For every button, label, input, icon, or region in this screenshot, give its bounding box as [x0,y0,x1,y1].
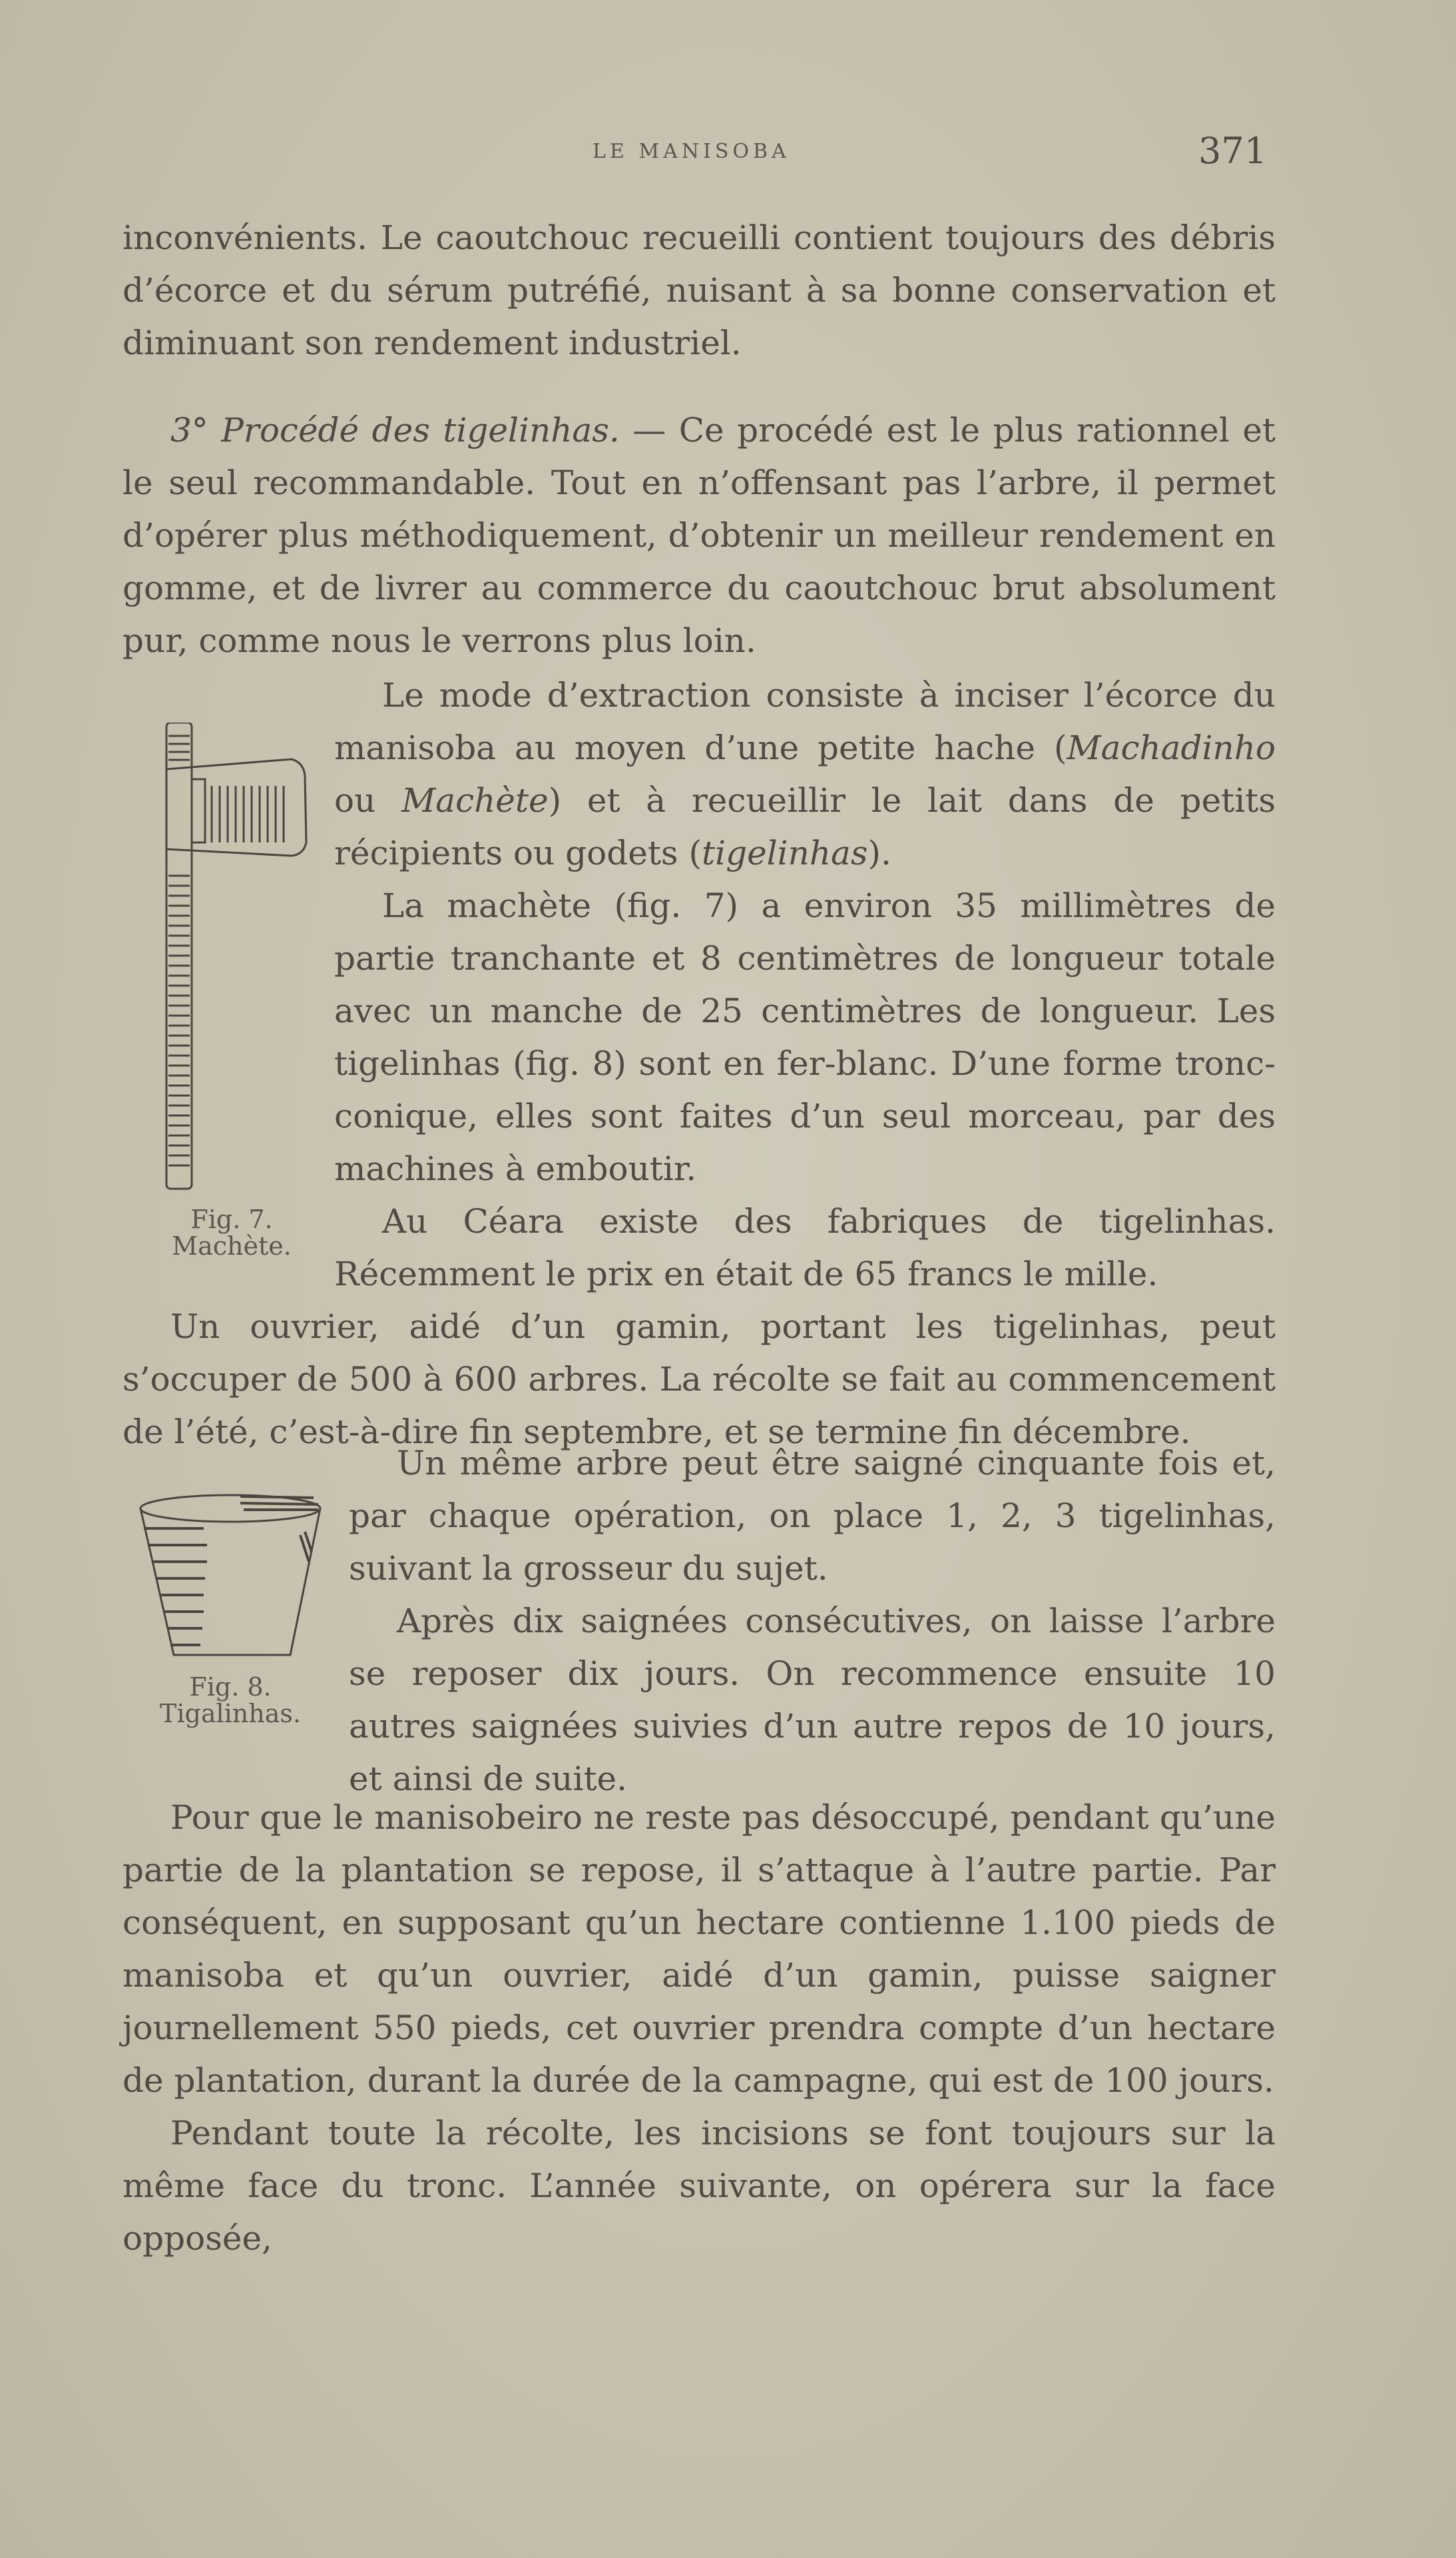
text-block-top [122,212,1276,667]
paragraph-3-part-d: ). [867,834,891,872]
term-tigelinhas: tigelinhas [701,834,868,872]
page-number: 371 [1198,130,1268,172]
paragraph-8: Après dix saignées consécutives, on laisse l’arbre se reposer dix jours. On recommence ensuite 10 autres saignées suivies d’un autre repos de 10 jours, et ainsi de suite. [349,1602,1276,1798]
paragraph-2-body: — Ce procédé est le plus rationnel et le seul recommandable. Tout en n’offensant pas l’arbre, il permet d’opérer plus méthodiquement, d’obtenir un meilleur rendement en gomme, et de livrer au commerce du caoutchouc brut absolument pur, comme nous le verrons plus loin. [122,411,1276,660]
paragraph-6: Un ouvrier, aidé d’un gamin, portant les tigelinhas, peut s’occuper de 500 à 600 arbres. La récolte se fait au commencement de l’été, c’est-à-dire fin septembre, et se termine fin décembre. [122,1307,1276,1451]
term-machadinho: Machadinho [1067,729,1276,767]
page-header [0,127,1456,180]
paragraph-5: Au Céara existe des fabriques de tigelinhas. Récemment le prix en était de 65 francs le mille. [334,1202,1276,1293]
paragraph-10: Pendant toute la récolte, les incisions se font toujours sur la même face du tronc. L’année suivante, on opérera sur la face opposée, [122,2114,1276,2258]
text-block-tigelinhas [122,1437,1276,1805]
figure-7-number: Fig. 7. [190,1205,273,1234]
paragraph-1: inconvénients. Le caoutchouc recueilli contient toujours des débris d’écorce et du sérum putréfié, nuisant à sa bonne conservation et diminuant son rendement industriel. [122,218,1276,362]
paragraph-2 [122,404,1276,667]
term-machete: Machète [401,781,549,820]
paragraph-7: Un même arbre peut être saigné cinquante fois et, par chaque opération, on place 1, 2, 3 tigelinhas, suivant la grosseur du sujet. [349,1444,1276,1588]
figure-7-title: Machète. [172,1231,292,1261]
paragraph-9: Pour que le manisobeiro ne reste pas désoccupé, pendant qu’une partie de la plantation se repose, il s’attaque à l’autre partie. Par conséquent, en supposant qu’un hectare contienne 1.100 pieds de manisoba et qu’un ouvrier, aidé d’un gamin, puisse saigner journellement 550 pieds, cet ouvrier prendra compte d’un hectare de plantation, durant la durée de la campagne, qui est de 100 jours. [122,1798,1276,2100]
running-head: LE MANISOBA [593,140,790,163]
paragraph-3-part-c: ) et à recueillir le lait dans de petits récipients ou godets ( [334,781,1276,872]
paragraph-3-part-b: ou [334,781,402,820]
paragraph-3-part-a: Le mode d’extraction consiste à inciser l’écorce du manisoba au moyen d’une petite hache ( [334,676,1276,767]
figure-8-number: Fig. 8. [189,1672,272,1702]
text-block-bottom [122,1791,1276,2265]
paragraph-4: La machète (fig. 7) a environ 35 millimètres de partie tranchante et 8 centimètres de longueur totale avec un manche de 25 centimètres de longueur. Les tigelinhas (fig. 8) sont en fer-blanc. D’une forme tronc-conique, elles sont faites d’un seul morceau, par des machines à emboutir. [334,886,1276,1188]
text-block-machete [122,669,1276,1458]
section-heading: 3° Procédé des tigelinhas. [170,411,620,450]
paragraph-3 [334,669,1276,880]
figure-8-title: Tigalinhas. [160,1699,301,1728]
